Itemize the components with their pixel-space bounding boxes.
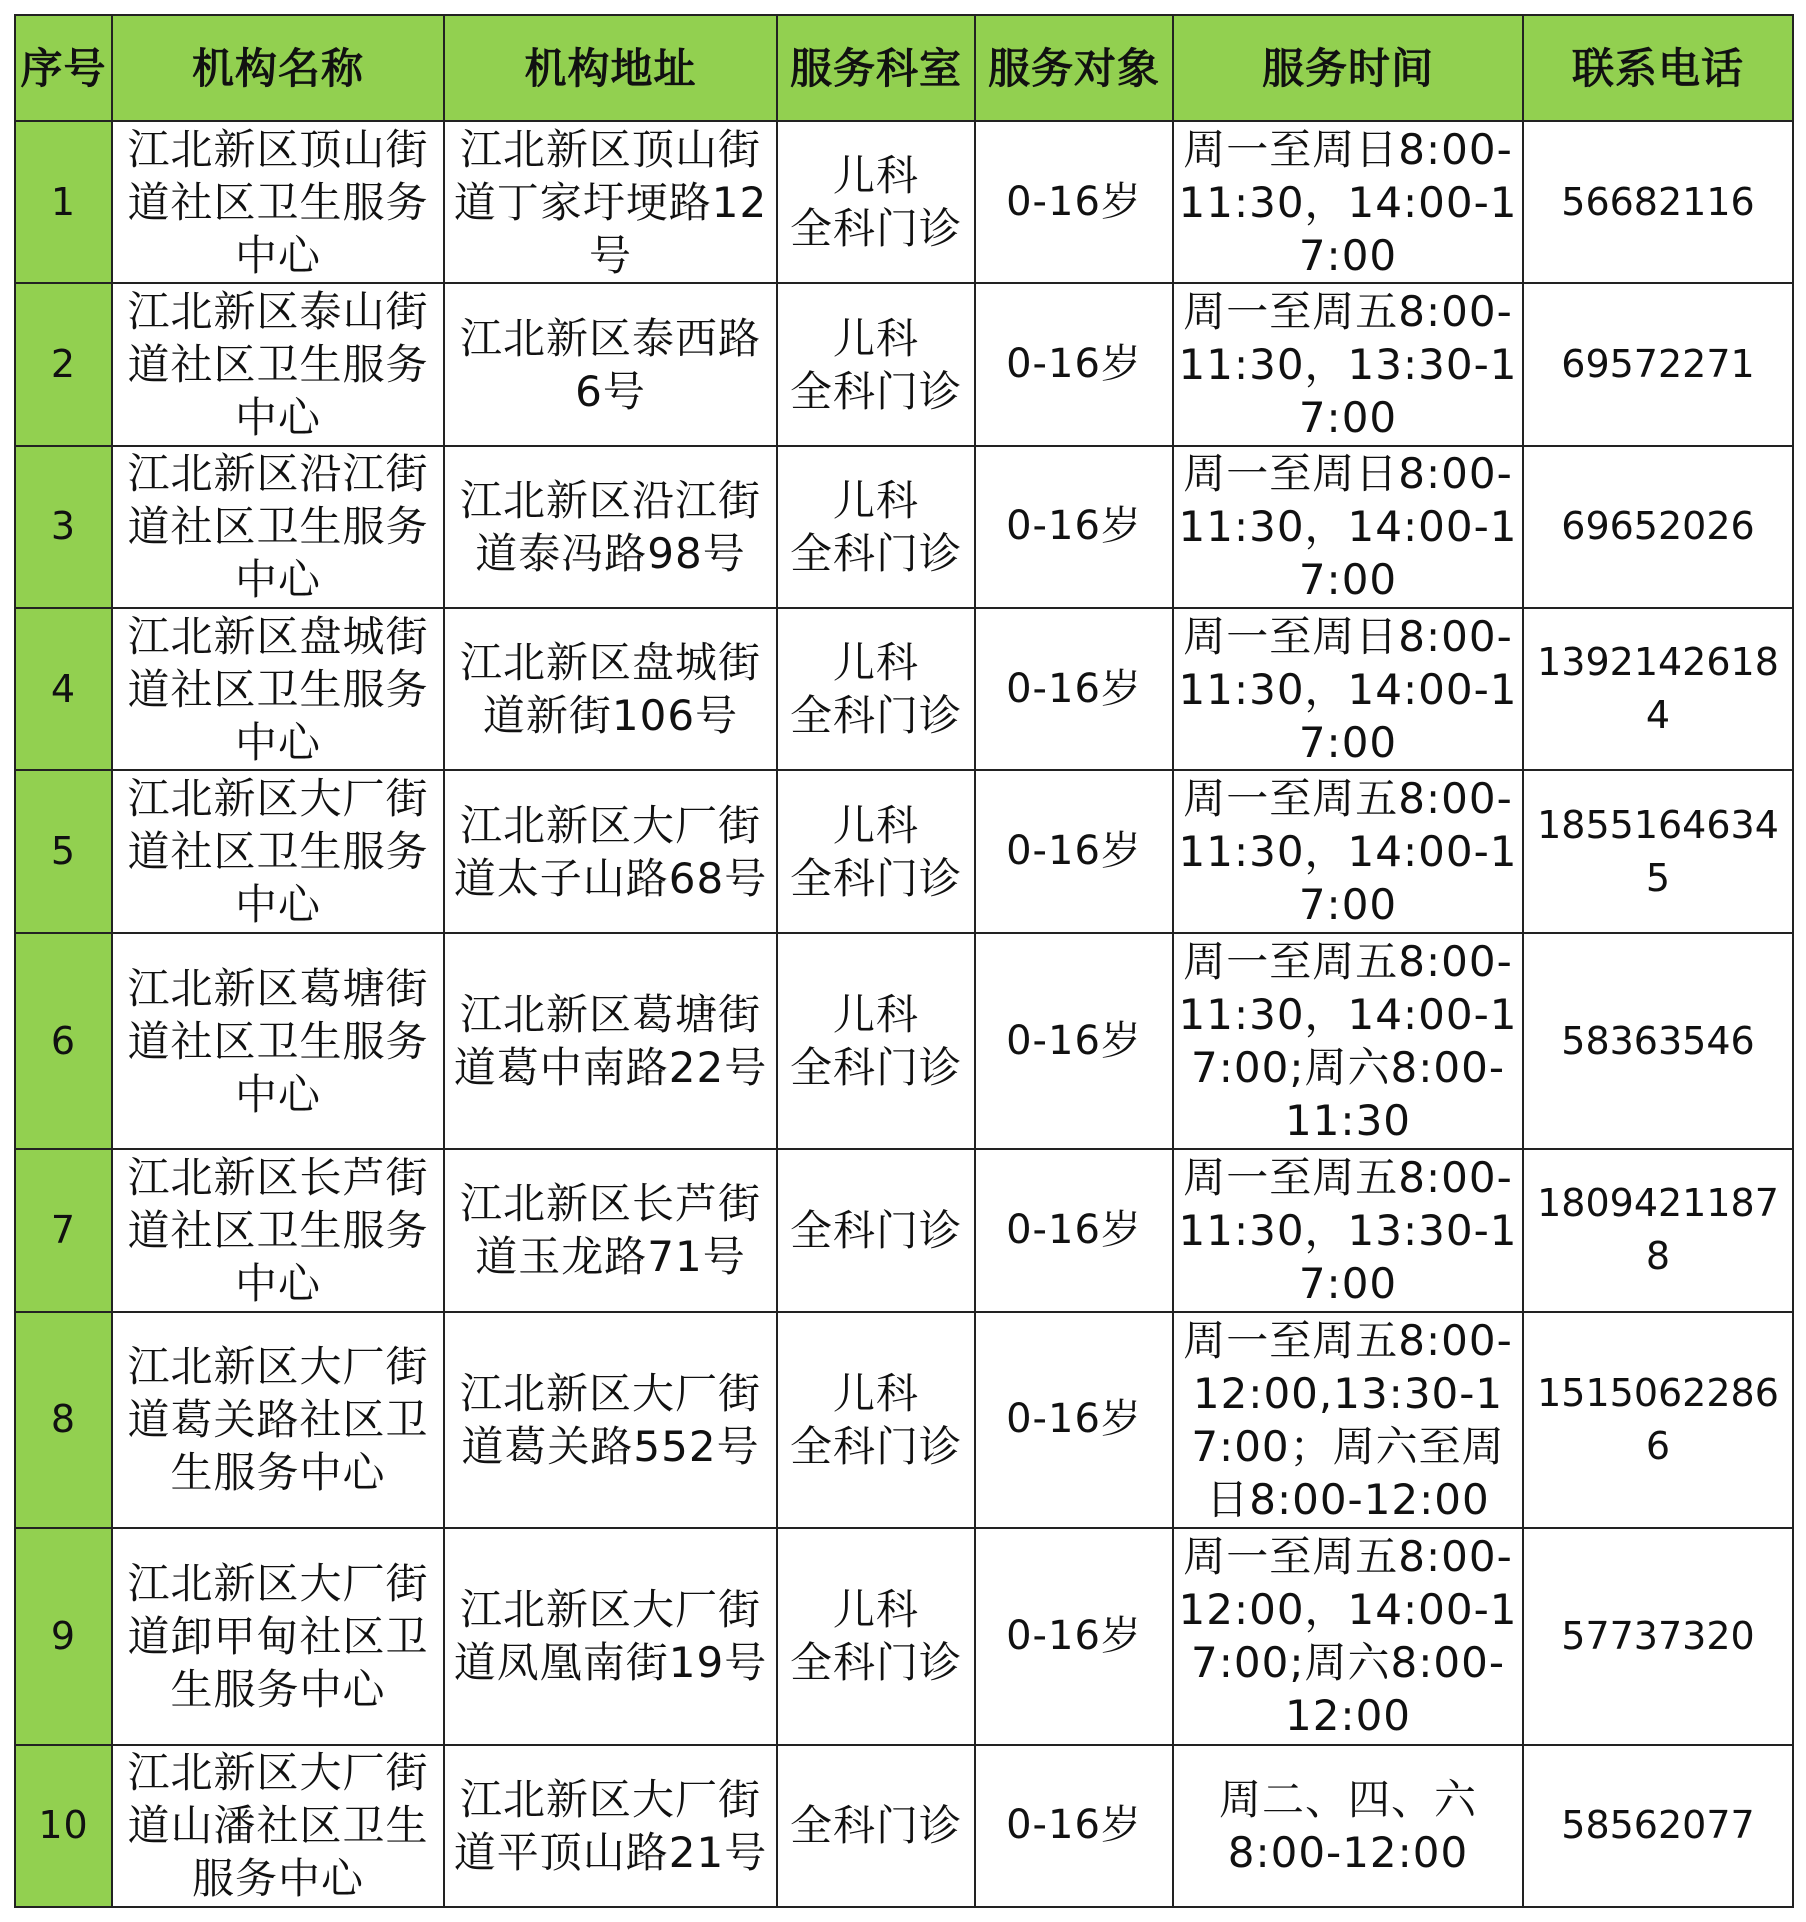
row-address: 江北新区泰西路6号 [444,283,777,445]
row-dept: 儿科 全科门诊 [777,121,975,283]
table-row [15,1745,1793,1907]
row-hours: 周一至周五8:00-12:00,13:30-17:00；周六至周日8:00-12:00 [1173,1312,1523,1528]
header-seq: 序号 [15,15,112,121]
header-target: 服务对象 [975,15,1173,121]
table-row [15,933,1793,1149]
row-name: 江北新区沿江街道社区卫生服务中心 [112,446,444,608]
row-seq: 10 [15,1745,112,1907]
row-seq: 1 [15,121,112,283]
table-row [15,608,1793,770]
table-row [15,1149,1793,1311]
row-address: 江北新区大厂街道凤凰南街19号 [444,1528,777,1744]
table-row [15,283,1793,445]
row-dept: 儿科 全科门诊 [777,1312,975,1528]
row-address: 江北新区大厂街道太子山路68号 [444,770,777,932]
row-dept: 全科门诊 [777,1149,975,1311]
row-seq: 2 [15,283,112,445]
table-row [15,1528,1793,1744]
row-dept: 儿科 全科门诊 [777,1528,975,1744]
header-row [15,15,1793,121]
row-target: 0-16岁 [975,283,1173,445]
row-address: 江北新区沿江街道泰冯路98号 [444,446,777,608]
row-seq: 6 [15,933,112,1149]
service-center-table [14,14,1794,1908]
row-dept: 全科门诊 [777,1745,975,1907]
row-phone: 13921426184 [1523,608,1793,770]
row-name: 江北新区大厂街道社区卫生服务中心 [112,770,444,932]
table-row [15,1312,1793,1528]
row-target: 0-16岁 [975,121,1173,283]
table-row [15,770,1793,932]
row-name: 江北新区大厂街道葛关路社区卫生服务中心 [112,1312,444,1528]
row-target: 0-16岁 [975,1149,1173,1311]
row-hours: 周二、四、六 8:00-12:00 [1173,1745,1523,1907]
row-target: 0-16岁 [975,770,1173,932]
row-name: 江北新区盘城街道社区卫生服务中心 [112,608,444,770]
row-target: 0-16岁 [975,933,1173,1149]
row-name: 江北新区大厂街道山潘社区卫生服务中心 [112,1745,444,1907]
row-dept: 儿科 全科门诊 [777,283,975,445]
row-address: 江北新区大厂街道葛关路552号 [444,1312,777,1528]
row-seq: 9 [15,1528,112,1744]
row-seq: 8 [15,1312,112,1528]
row-target: 0-16岁 [975,1745,1173,1907]
row-name: 江北新区葛塘街道社区卫生服务中心 [112,933,444,1149]
row-address: 江北新区葛塘街道葛中南路22号 [444,933,777,1149]
row-seq: 3 [15,446,112,608]
row-seq: 5 [15,770,112,932]
row-phone: 69572271 [1523,283,1793,445]
header-phone: 联系电话 [1523,15,1793,121]
row-dept: 儿科 全科门诊 [777,770,975,932]
header-address: 机构地址 [444,15,777,121]
row-dept: 儿科 全科门诊 [777,608,975,770]
row-hours: 周一至周日8:00-11:30，14:00-17:00 [1173,446,1523,608]
row-address: 江北新区顶山街道丁家圩埂路12号 [444,121,777,283]
row-name: 江北新区长芦街道社区卫生服务中心 [112,1149,444,1311]
row-hours: 周一至周五8:00-11:30，13:30-17:00 [1173,283,1523,445]
row-dept: 儿科 全科门诊 [777,446,975,608]
row-hours: 周一至周五8:00-11:30，13:30-17:00 [1173,1149,1523,1311]
row-address: 江北新区盘城街道新街106号 [444,608,777,770]
row-phone: 56682116 [1523,121,1793,283]
row-phone: 69652026 [1523,446,1793,608]
row-name: 江北新区顶山街道社区卫生服务中心 [112,121,444,283]
row-address: 江北新区长芦街道玉龙路71号 [444,1149,777,1311]
header-dept: 服务科室 [777,15,975,121]
row-target: 0-16岁 [975,1312,1173,1528]
row-hours: 周一至周五8:00-12:00，14:00-17:00;周六8:00-12:00 [1173,1528,1523,1744]
row-phone: 58562077 [1523,1745,1793,1907]
row-target: 0-16岁 [975,608,1173,770]
row-hours: 周一至周日8:00-11:30，14:00-17:00 [1173,608,1523,770]
table-row [15,121,1793,283]
row-name: 江北新区泰山街道社区卫生服务中心 [112,283,444,445]
row-phone: 57737320 [1523,1528,1793,1744]
row-phone: 58363546 [1523,933,1793,1149]
row-target: 0-16岁 [975,1528,1173,1744]
row-phone: 15150622866 [1523,1312,1793,1528]
row-address: 江北新区大厂街道平顶山路21号 [444,1745,777,1907]
row-dept: 儿科 全科门诊 [777,933,975,1149]
row-phone: 18094211878 [1523,1149,1793,1311]
row-hours: 周一至周五8:00-11:30，14:00-17:00 [1173,770,1523,932]
row-target: 0-16岁 [975,446,1173,608]
row-phone: 18551646345 [1523,770,1793,932]
row-seq: 7 [15,1149,112,1311]
header-name: 机构名称 [112,15,444,121]
row-name: 江北新区大厂街道卸甲甸社区卫生服务中心 [112,1528,444,1744]
row-hours: 周一至周五8:00-11:30，14:00-17:00;周六8:00-11:30 [1173,933,1523,1149]
row-hours: 周一至周日8:00-11:30，14:00-17:00 [1173,121,1523,283]
header-hours: 服务时间 [1173,15,1523,121]
table-row [15,446,1793,608]
row-seq: 4 [15,608,112,770]
